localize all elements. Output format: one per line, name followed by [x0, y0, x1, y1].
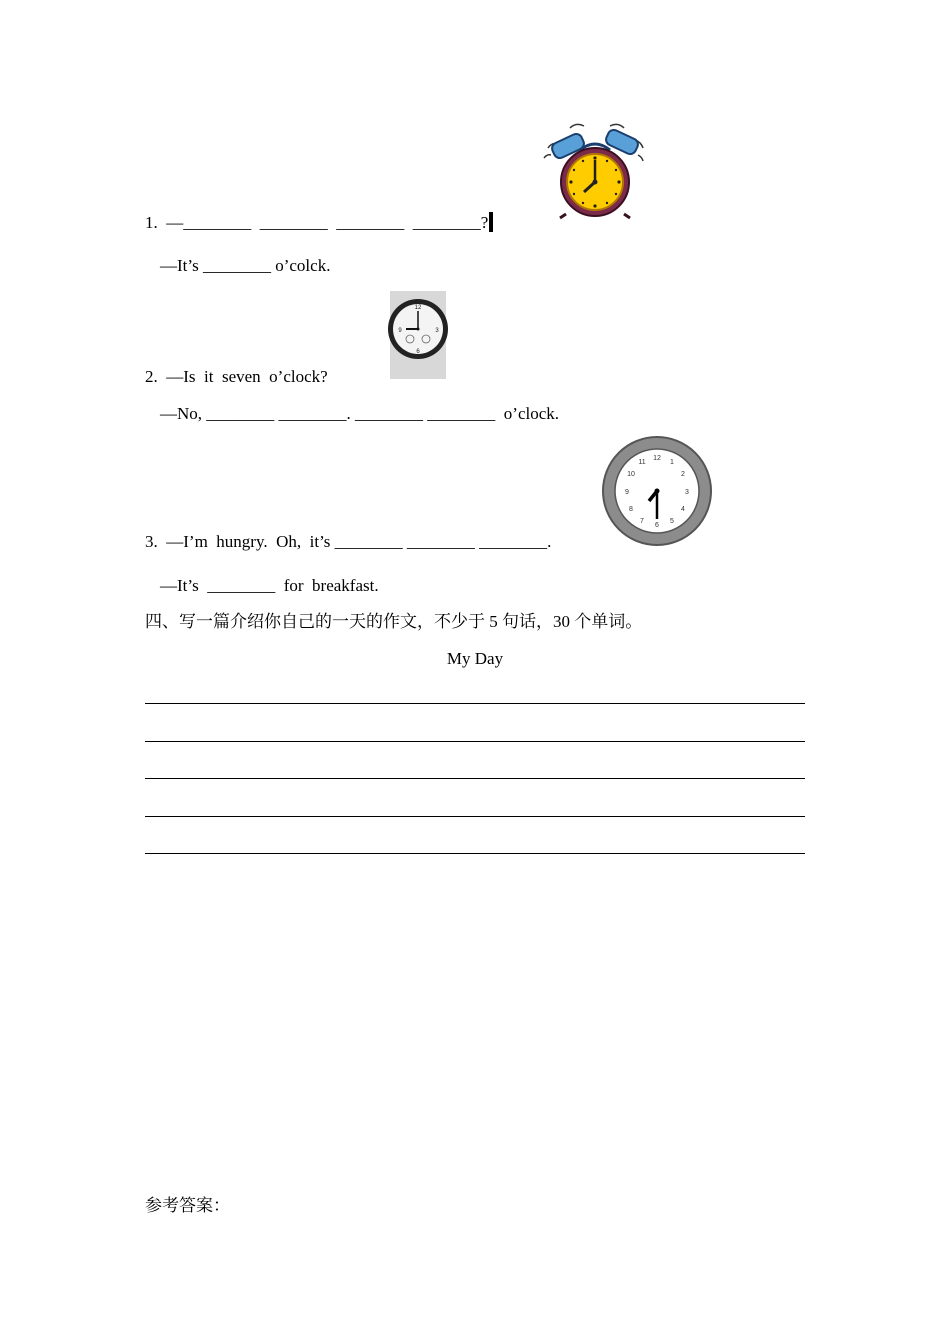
svg-text:6: 6: [416, 349, 420, 355]
writing-line[interactable]: [145, 741, 805, 742]
svg-text:4: 4: [681, 506, 685, 513]
svg-text:7: 7: [640, 518, 644, 525]
writing-line[interactable]: [145, 778, 805, 779]
svg-text:1: 1: [670, 459, 674, 466]
text-cursor: [489, 212, 493, 232]
svg-text:9: 9: [398, 328, 402, 334]
round-clock-icon: [601, 435, 713, 547]
svg-text:3: 3: [435, 328, 439, 334]
wall-clock-icon: [388, 291, 448, 379]
question-1-text: 1. —________ ________ ________ ________?: [145, 213, 489, 232]
svg-text:2: 2: [681, 471, 685, 478]
essay-title: My Day: [446, 649, 504, 668]
question-1-prompt: [145, 212, 493, 233]
svg-text:6: 6: [655, 522, 659, 529]
svg-text:9: 9: [625, 489, 629, 496]
writing-line[interactable]: [145, 853, 805, 854]
question-3-answer: —It’s ________ for breakfast.: [160, 576, 379, 595]
question-1-answer: —It’s ________ o’colck.: [160, 256, 331, 275]
answers-heading: 参考答案：: [145, 1196, 230, 1215]
svg-text:12: 12: [653, 455, 661, 462]
section-4-heading: 四、写一篇介绍你自己的一天的作文，不少于 5 句话，30 个单词。: [145, 612, 643, 631]
svg-text:11: 11: [638, 459, 646, 466]
writing-line[interactable]: [145, 816, 805, 817]
svg-text:5: 5: [670, 518, 674, 525]
question-3-prompt: 3. —I’m hungry. Oh, it’s ________ ________ ________.: [145, 532, 552, 551]
svg-text:10: 10: [627, 471, 635, 478]
question-2-prompt: 2. —Is it seven o’clock?: [145, 367, 328, 386]
question-2-answer: —No, ________ ________. ________ ________ o’clock.: [160, 404, 560, 423]
svg-text:12: 12: [414, 305, 422, 311]
svg-text:8: 8: [629, 506, 633, 513]
svg-text:3: 3: [685, 489, 689, 496]
alarm-clock-icon: [540, 120, 650, 220]
writing-line[interactable]: [145, 703, 805, 704]
